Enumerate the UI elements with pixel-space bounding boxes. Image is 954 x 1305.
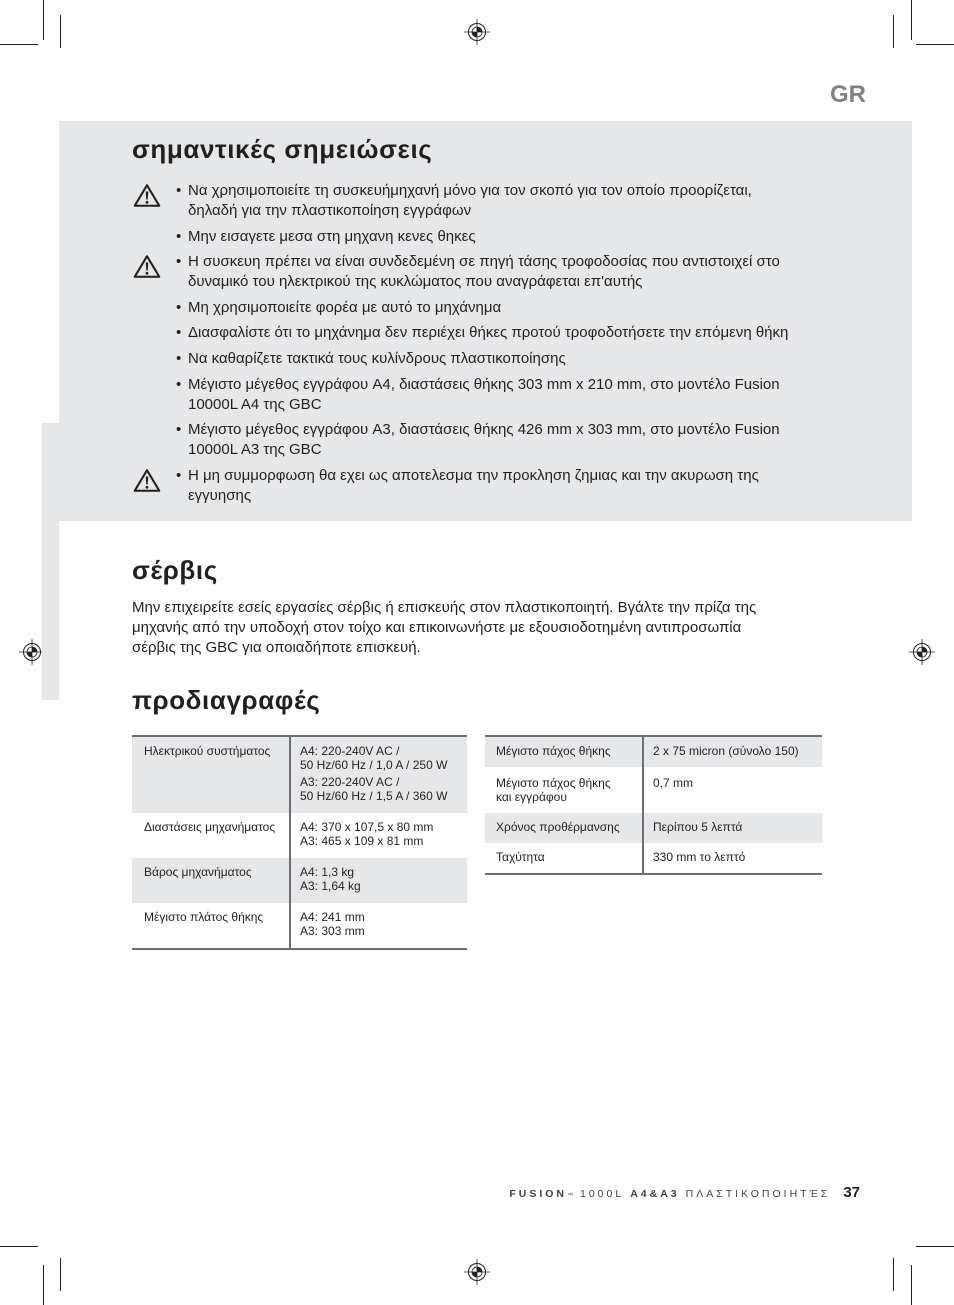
spec-value	[289, 903, 467, 948]
spec-label-text: και εγγράφου	[496, 790, 567, 804]
note-line: Η μη συμμορφωση θα εχει ως αποτελεσμα την προκληση ζημιας και την ακυρωση της	[188, 466, 759, 484]
spec-label	[132, 903, 289, 948]
crop-mark	[43, 1265, 44, 1305]
spec-value-text: 50 Hz/60 Hz / 1,5 A / 360 W	[300, 789, 448, 803]
note-line: 10000L A3 της GBC	[188, 441, 322, 459]
note-line: Η συσκευη πρέπει να είναι συνδεδεμένη σε πηγή τάσης τροφοδοσίας που αντιστοιχεί στο	[188, 253, 780, 271]
table-row	[132, 737, 467, 813]
registration-mark-icon	[909, 639, 935, 665]
spec-value-text: A4: 1,3 kg	[300, 865, 355, 879]
spec-label-text: Βάρος μηχανήματος	[144, 865, 252, 879]
specifications-table-right	[485, 735, 822, 875]
footer-brand: FUSION	[509, 1188, 567, 1200]
crop-mark	[911, 0, 912, 40]
note-line: δηλαδή για την πλαστικοποίηση εγγράφων	[188, 202, 472, 219]
note-item	[176, 349, 788, 369]
note-item	[176, 252, 788, 292]
note-item	[176, 227, 788, 247]
crop-mark	[916, 44, 954, 45]
spec-value	[289, 737, 467, 813]
spec-label-text: Διαστάσεις μηχανήματος	[144, 820, 276, 834]
note-item	[176, 420, 788, 460]
bullet-marker	[176, 375, 181, 395]
note-item	[176, 298, 788, 318]
value-group	[300, 744, 459, 772]
bullet-marker	[176, 227, 181, 247]
bullet-marker	[176, 323, 181, 343]
note-line: Μην εισαγετε μεσα στη μηχανη κενες θηκες	[188, 227, 476, 245]
note-line: Μέγιστο μέγεθος εγγράφου A3, διαστάσεις θήκης 426 mm x 303 mm, στο μοντέλο Fusion	[188, 421, 780, 439]
important-notes-title: σημαντικές σημειώσεις	[132, 134, 433, 164]
spec-label-text: Μέγιστο πάχος θήκης	[496, 776, 611, 790]
note-line: Διασφαλίστε ότι το μηχάνημα δεν περιέχει θήκες προτού τροφοδοτήσετε την επόμενη θήκη	[188, 324, 789, 342]
registration-mark-icon	[464, 1259, 490, 1285]
table-row	[132, 858, 467, 903]
spec-value-text: A3: 465 x 109 x 81 mm	[300, 834, 424, 848]
note-item	[176, 375, 788, 415]
footer-sizes: A4&A3	[630, 1188, 680, 1200]
spec-value-text: 330 mm το λεπτό	[653, 850, 746, 864]
note-line: Να καθαρίζετε τακτικά τους κυλίνδρους πλαστικοποίησης	[188, 349, 566, 367]
spec-label	[485, 813, 642, 843]
spec-label-text: Ηλεκτρικού συστήματος	[144, 744, 271, 758]
language-tab: GR	[830, 81, 866, 108]
spec-label-text: Χρόνος προθέρμανσης	[496, 820, 620, 834]
spec-value	[642, 813, 822, 843]
service-paragraph	[132, 598, 756, 658]
spec-value-text: A3: 303 mm	[300, 924, 365, 938]
crop-mark	[60, 1258, 61, 1291]
page-number: 37	[843, 1184, 860, 1201]
value-group	[300, 775, 459, 803]
spec-value	[289, 813, 467, 858]
spec-value	[642, 737, 822, 767]
spec-value-text: Περίπου 5 λεπτά	[653, 820, 743, 834]
table-row	[485, 767, 822, 813]
crop-mark	[60, 15, 61, 48]
bullet-marker	[176, 349, 181, 369]
registration-mark-icon	[464, 19, 490, 45]
crop-mark	[893, 1258, 894, 1291]
table-row	[132, 903, 467, 948]
table-row	[132, 813, 467, 858]
spec-value-text: 0,7 mm	[653, 776, 694, 790]
table-row	[485, 813, 822, 843]
spec-value	[642, 843, 822, 873]
footer-trademark: ™	[567, 1193, 574, 1199]
note-item	[176, 323, 788, 343]
spec-label-text: Μέγιστο πάχος θήκης	[496, 744, 611, 758]
crop-mark	[0, 1246, 38, 1247]
bullet-marker	[176, 181, 181, 201]
spec-value-text: 50 Hz/60 Hz / 1,0 A / 250 W	[300, 758, 448, 772]
note-line: Μη χρησιμοποιείτε φορέα με αυτό το μηχάνημα	[188, 298, 502, 316]
note-line: Μέγιστο μέγεθος εγγράφου A4, διαστάσεις θήκης 303 mm x 210 mm, στο μοντέλο Fusion	[188, 375, 780, 393]
crop-mark	[911, 1265, 912, 1305]
spec-label-text: Μέγιστο πλάτος θήκης	[144, 910, 264, 924]
spec-value-text: A4: 220-240V AC /	[300, 744, 400, 758]
specifications-title: προδιαγραφές	[132, 685, 321, 715]
spec-label	[485, 767, 642, 813]
paragraph-line: σέρβις της GBC για οποιαδήποτε επισκευή.	[132, 639, 421, 656]
page-footer	[509, 1183, 860, 1206]
service-title: σέρβις	[132, 555, 218, 585]
spec-label	[485, 843, 642, 873]
notes-list	[176, 181, 788, 511]
warning-icon	[133, 183, 161, 208]
note-item	[176, 181, 788, 221]
spec-value-text: A3: 220-240V AC /	[300, 775, 400, 789]
side-tab	[42, 423, 59, 700]
crop-mark	[916, 1246, 954, 1247]
crop-mark	[0, 44, 38, 45]
spec-value	[289, 858, 467, 903]
note-line: δυναμικό του ηλεκτρικού της κυκλώματος που αναγράφεται επ'αυτής	[188, 273, 643, 291]
spec-value-text: A4: 241 mm	[300, 910, 365, 924]
spec-value	[642, 767, 822, 813]
footer-model: 1000L	[580, 1188, 625, 1200]
note-line: 10000L A4 της GBC	[188, 395, 322, 413]
paragraph-line: μηχανής από την υποδοχή στον τοίχο και επικοινωνήστε με εξουσιοδοτημένη αντιπροσωπία	[132, 619, 742, 636]
footer-product: ΠΛΑΣΤΙΚΟΠΟΙΗΤΈΣ	[685, 1188, 831, 1200]
spec-label	[132, 737, 289, 813]
specifications-table-left	[132, 735, 467, 950]
spec-value-text: 2 x 75 micron (σύνολο 150)	[653, 744, 799, 758]
spec-label-text: Ταχύτητα	[496, 850, 545, 864]
warning-icon	[133, 254, 161, 279]
spec-value-text: A3: 1,64 kg	[300, 879, 361, 893]
spec-label	[132, 813, 289, 858]
table-row	[485, 737, 822, 767]
note-item	[176, 466, 788, 506]
bullet-marker	[176, 466, 181, 486]
crop-mark	[43, 0, 44, 40]
paragraph-line: Μην επιχειρείτε εσείς εργασίες σέρβις ή επισκευής στον πλαστικοποιητή. Βγάλτε την πρίζα της	[132, 599, 757, 616]
crop-mark	[893, 15, 894, 48]
bullet-marker	[176, 252, 181, 272]
spec-value-text: A4: 370 x 107,5 x 80 mm	[300, 820, 434, 834]
spec-label	[132, 858, 289, 903]
bullet-marker	[176, 298, 181, 318]
note-line: εγγυησης	[188, 486, 252, 504]
note-line: Να χρησιμοποιείτε τη συσκευήμηχανή μόνο για τον σκοπό για τον οποίο προορίζεται,	[188, 182, 752, 199]
table-row	[485, 843, 822, 873]
spec-label	[485, 737, 642, 767]
bullet-marker	[176, 420, 181, 440]
warning-icon	[133, 468, 161, 493]
